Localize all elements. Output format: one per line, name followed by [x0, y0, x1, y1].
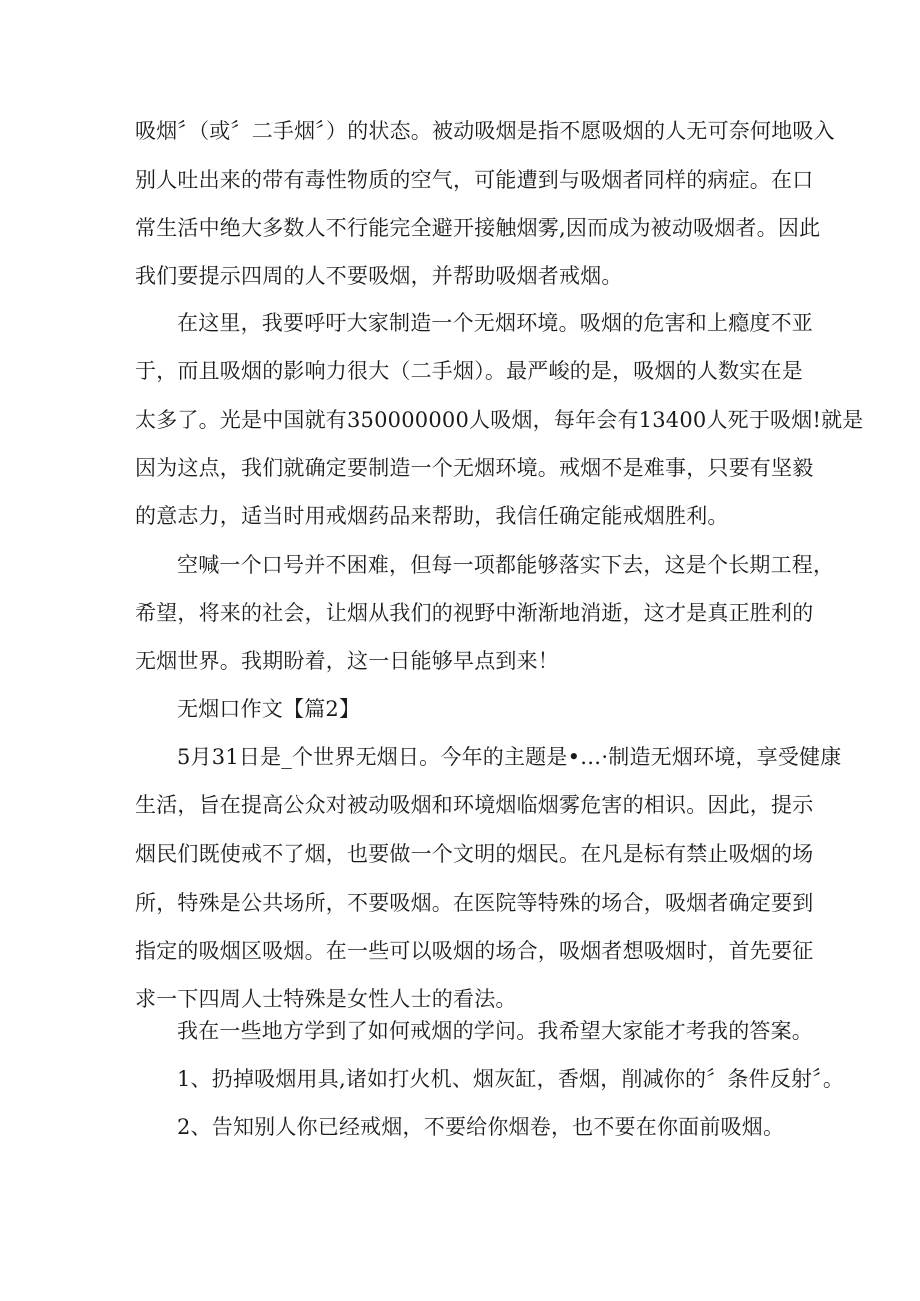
text-line: 希望，将来的社会，让烟从我们的视野中渐渐地消逝，这才是真正胜利的: [135, 601, 814, 625]
list-item: 2、告知别人你已经戒烟，不要给你烟卷，也不要在你面前吸烟。: [177, 1115, 785, 1139]
paragraph-first-line: 我在一些地方学到了如何戒烟的学问。我希望大家能才考我的答案。: [177, 1019, 813, 1043]
text-line: 常生活中绝大多数人不行能完全避开接触烟雾,因而成为被动吸烟者。因此: [135, 216, 821, 240]
text-line: 生活，旨在提高公众对被动吸烟和环境烟临烟雾危害的相识。因此，提示: [135, 793, 814, 817]
text-line: 所，特殊是公共场所，不要吸烟。在医院等特殊的场合，吸烟者确定要到: [135, 891, 814, 915]
text-line: 于，而且吸烟的影响力很大（二手烟）。最严峻的是，吸烟的人数实在是: [135, 359, 803, 383]
paragraph-first-line: 5月31日是_个世界无烟日。今年的主题是•…·制造无烟环境，享受健康: [177, 745, 842, 769]
list-item: 1、扔掉吸烟用具,诸如打火机、烟灰缸，香烟，削减你的〞条件反射〞。: [177, 1067, 845, 1091]
text-line: 太多了。光是中国就有350000000人吸烟，每年会有13400人死于吸烟!就是: [135, 408, 864, 432]
text-line: 的意志力，适当时用戒烟药品来帮助，我信任确定能戒烟胜利。: [135, 504, 729, 528]
text-line: 吸烟〞（或〞二手烟〞）的状态。被动吸烟是指不愿吸烟的人无可奈何地吸入: [135, 119, 835, 143]
paragraph-first-line: 空喊一个口号并不困难，但每一项都能够落实下去，这是个长期工程，: [177, 553, 835, 577]
text-line: 因为这点，我们就确定要制造一个无烟环境。戒烟不是难事，只要有坚毅: [135, 456, 814, 480]
text-line: 求一下四周人士特殊是女性人士的看法。: [135, 987, 517, 1011]
section-heading: 无烟口作文【篇2】: [177, 697, 361, 721]
text-line: 别人吐出来的带有毒性物质的空气，可能遭到与吸烟者同样的病症。在口: [135, 168, 814, 192]
text-line: 指定的吸烟区吸烟。在一些可以吸烟的场合，吸烟者想吸烟时，首先要征: [135, 939, 814, 963]
text-line: 无烟世界。我期盼着，这一日能够早点到来！: [135, 649, 559, 673]
text-line: 烟民们既使戒不了烟，也要做一个文明的烟民。在凡是标有禁止吸烟的场: [135, 842, 814, 866]
paragraph-first-line: 在这里，我要呼吁大家制造一个无烟环境。吸烟的危害和上瘾度不亚: [177, 311, 813, 335]
text-line: 我们要提示四周的人不要吸烟，并帮助吸烟者戒烟。: [135, 264, 623, 288]
